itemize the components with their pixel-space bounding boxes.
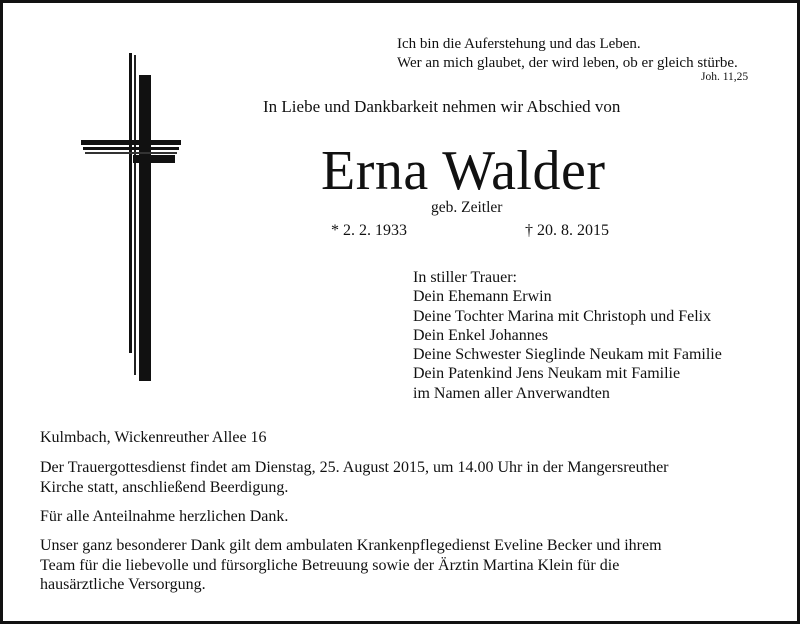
thanks-text: Für alle Anteilnahme herzlichen Dank. — [40, 508, 289, 525]
maiden-name: geb. Zeitler — [431, 199, 503, 216]
service-line-1: Der Trauergottesdienst findet am Dienstag, 25. August 2015, um 14.00 Uhr in der Mangersreuther — [40, 459, 669, 476]
cross-icon — [73, 49, 183, 385]
mourners-list — [413, 268, 722, 403]
birth-date: * 2. 2. 1933 — [331, 222, 407, 239]
funeral-service-text — [40, 458, 669, 497]
verse-line-1: Ich bin die Auferstehung und das Leben. — [397, 36, 641, 52]
death-date: † 20. 8. 2015 — [525, 222, 609, 239]
bible-verse — [397, 35, 738, 73]
special-line-3: hausärztliche Versorgung. — [40, 576, 206, 593]
mourner-line: Dein Patenkind Jens Neukam mit Familie — [413, 365, 681, 383]
deceased-name: Erna Walder — [321, 140, 606, 202]
mourner-line: Deine Schwester Sieglinde Neukam mit Familie — [413, 346, 722, 364]
mourner-line: im Namen aller Anverwandten — [413, 384, 610, 402]
mourners-heading: In stiller Trauer: — [413, 269, 517, 286]
address: Kulmbach, Wickenreuther Allee 16 — [40, 429, 267, 446]
intro-text: In Liebe und Dankbarkeit nehmen wir Abschied von — [263, 97, 621, 116]
special-line-2: Team für die liebevolle und fürsorgliche Betreuung sowie der Ärztin Martina Klein für die — [40, 556, 620, 574]
service-line-2: Kirche statt, anschließend Beerdigung. — [40, 478, 289, 496]
mourner-line: Dein Enkel Johannes — [413, 326, 549, 344]
verse-line-2: Wer an mich glaubet, der wird leben, ob er gleich stürbe. — [397, 55, 738, 71]
special-thanks-text — [40, 536, 662, 595]
mourner-line: Dein Ehemann Erwin — [413, 288, 552, 306]
special-line-1: Unser ganz besonderer Dank gilt dem ambulaten Krankenpflegedienst Eveline Becker und ihrem — [40, 537, 662, 554]
mourner-line: Deine Tochter Marina mit Christoph und Felix — [413, 307, 712, 325]
verse-reference: Joh. 11,25 — [701, 71, 749, 83]
